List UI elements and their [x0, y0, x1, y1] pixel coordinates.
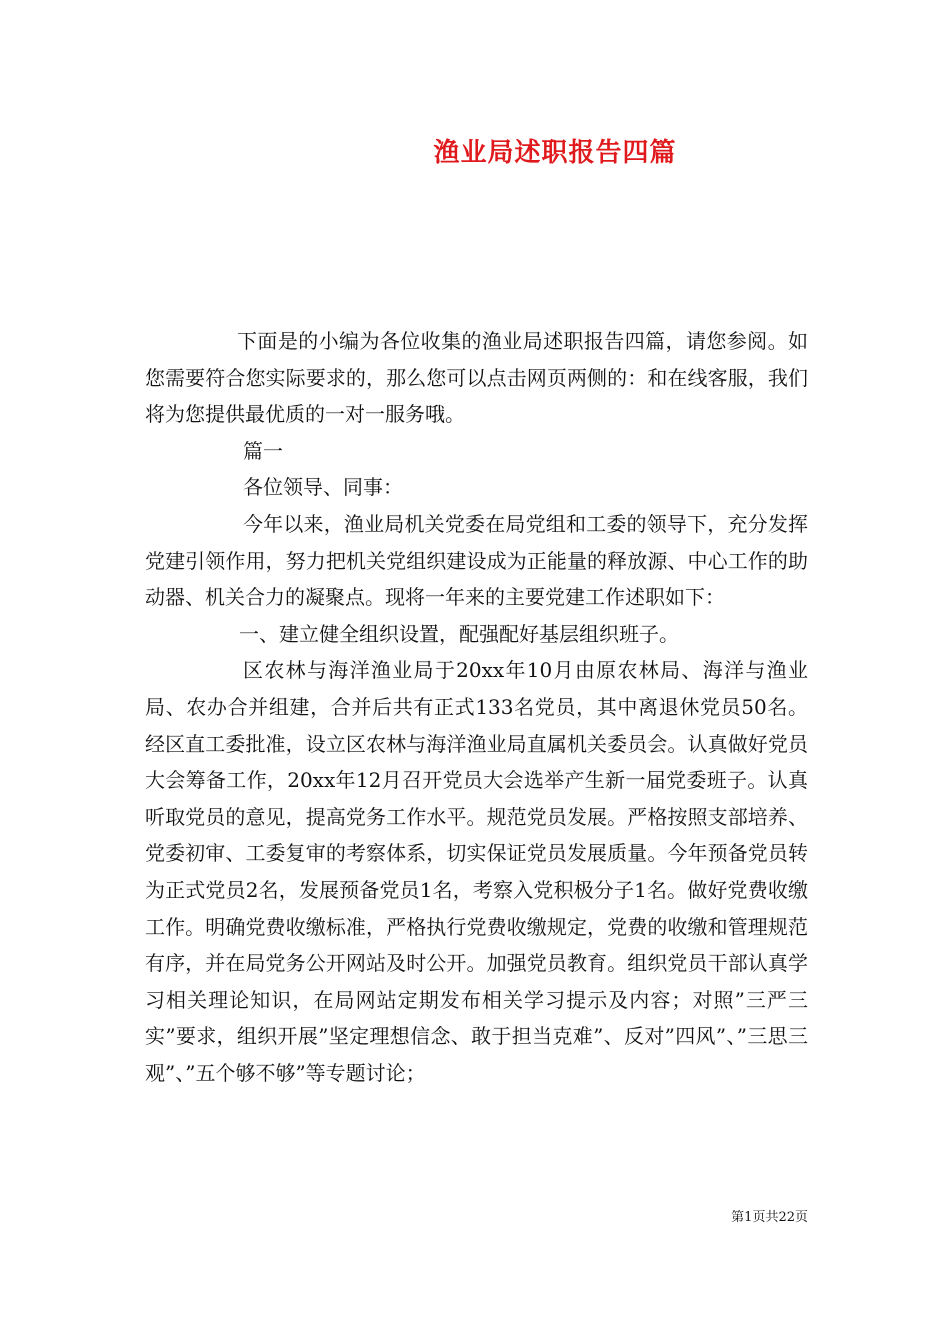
intro-paragraph: 下面是的小编为各位收集的渔业局述职报告四篇，请您参阅。如您需要符合您实际要求的，那么您可以点击网页两侧的：和在线客服，我们将为您提供最优质的一对一服务哦。: [145, 329, 808, 427]
body-paragraph-1: 今年以来，渔业局机关党委在局党组和工委的领导下，充分发挥党建引领作用，努力把机关党组织建设成为正能量的释放源、中心工作的助动器、机关合力的凝聚点。现将一年来的主要党建工作述职如下：: [145, 511, 808, 610]
document-title: 渔业局述职报告四篇: [433, 138, 677, 168]
section-label: 篇一: [243, 438, 283, 463]
section-heading-1: 一、建立健全组织设置，配强配好基层组织班子。: [239, 621, 679, 646]
document-body: [145, 323, 808, 1091]
salutation: 各位领导、同事：: [243, 475, 403, 500]
page-number-footer: 第1页共22页: [731, 1210, 808, 1225]
body-paragraph-2: 区农林与海洋渔业局于20xx年10月由原农林局、海洋与渔业局、农办合并组建，合并后共有正式133名党员，其中离退休党员50名。经区直工委批准，设立区农林与海洋渔业局直属机关委员会。认真做好党员大会筹备工作，20xx年12月召开党员大会选举产生新一届党委班子。认真听取党员的意见，提高党务工作水平。规范党员发展。严格按照支部培养、党委初审、工委复审的考察体系，切实保证党员发展质量。今年预备党员转为正式党员2名，发展预备党员1名，考察入党积极分子1名。做好党费收缴工作。明确党费收缴标准，严格执行党费收缴规定，党费的收缴和管理规范有序，并在局党务公开网站及时公开。加强党员教育。组织党员干部认真学习相关理论知识，在局网站定期发布相关学习提示及内容；对照”三严三实”要求，组织开展”坚定理想信念、敢于担当克难”、反对”四风”、”三思三观”、”五个够不够”等专题讨论；: [145, 658, 808, 1085]
